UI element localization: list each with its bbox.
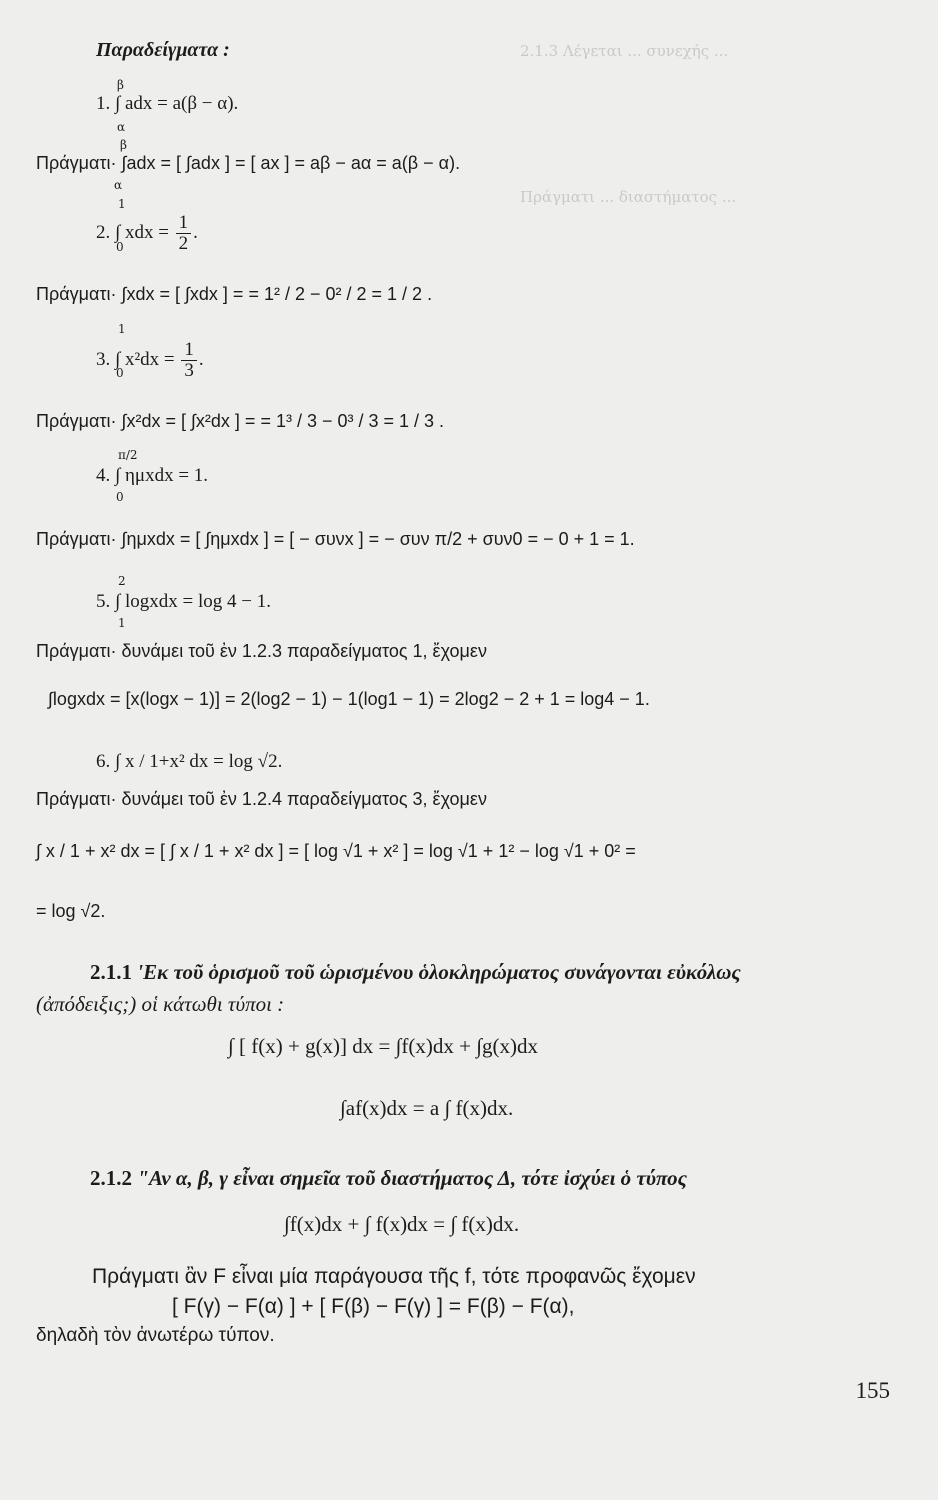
example-2: 2. ∫ xdx = $\frac{1}{2}$ . xyxy=(96,212,198,254)
proof-2-1-2: Πράγματι ἂν F εἶναι μία παράγουσα τῆς f, τότε προφανῶς ἔχομεν xyxy=(92,1265,696,1288)
proof-5: Πράγματι· δυνάμει τοῦ ἐν 1.2.3 παραδείγματος 1, ἔχομεν xyxy=(36,641,487,661)
proof-6: Πράγματι· δυνάμει τοῦ ἐν 1.2.4 παραδείγματος 3, ἔχομεν xyxy=(36,789,487,809)
upper-limit: β xyxy=(120,138,127,152)
numerator: 1 xyxy=(181,340,197,361)
lower-limit: 1 xyxy=(118,616,126,630)
section-2-1-1-cont: (ἀπόδειξις;) οἱ κάτωθι τύποι : xyxy=(36,992,285,1016)
section-text: 'Εκ τοῦ ὁρισμοῦ τοῦ ὡρισμένου ὁλοκληρώματος συνάγονται εὐκόλως xyxy=(137,960,741,984)
lower-limit: 0 xyxy=(116,240,124,254)
example-4: 4. ∫ ημxdx = 1. xyxy=(96,465,209,486)
proof-5-equation: ∫logxdx = [x(logx − 1)] = 2(log2 − 1) − 1(log1 − 1) = 2log2 − 2 + 1 = log4 − 1. xyxy=(48,689,650,709)
examples-heading: Παραδείγματα : xyxy=(96,39,230,61)
proof-3-result: = 1³ / 3 − 0³ / 3 = 1 / 3 . xyxy=(260,411,445,431)
proof-conclusion: δηλαδὴ τὸν ἀνωτέρω τύπον. xyxy=(36,1325,275,1346)
example-6: 6. ∫ x / 1+x² dx = log √2. xyxy=(96,751,283,772)
example-3: 3. ∫ x²dx = $\frac{1}{3}$ . xyxy=(96,339,204,381)
lower-limit: α xyxy=(117,120,126,134)
proof-6-equation: ∫ x / 1 + x² dx = [ ∫ x / 1 + x² dx ] = [ log √1 + x² ] = log √1 + 1² − log √1 + 0² = xyxy=(36,841,636,861)
proof-2 xyxy=(36,285,432,303)
fraction xyxy=(181,340,197,381)
proof-1: Πράγματι· ∫adx = [ ∫adx ] = [ ax ] = aβ − aα = a(β − α). xyxy=(36,153,461,173)
lower-limit: 0 xyxy=(116,366,124,380)
page-number: 155 xyxy=(855,1378,890,1403)
example-3-text: 3. ∫ x²dx = xyxy=(96,348,175,370)
upper-limit: 2 xyxy=(118,574,126,588)
section-2-1-2 xyxy=(90,1168,687,1189)
section-2-1-1 xyxy=(90,962,741,983)
upper-limit: 1 xyxy=(118,322,126,336)
example-1: 1. ∫ adx = a(β − α). xyxy=(96,93,239,114)
lower-limit: 0 xyxy=(116,490,124,504)
proof-2-result: = 1² / 2 − 0² / 2 = 1 / 2 . xyxy=(248,284,433,304)
denominator: 2 xyxy=(178,232,189,254)
ghost-text: 2.1.3 Λέγεται ... συνεχής ... xyxy=(520,42,729,60)
proof-3 xyxy=(36,412,444,430)
ghost-text: Πράγματι ... διαστήματος ... xyxy=(520,188,737,206)
formula-additivity: ∫f(x)dx + ∫ f(x)dx = ∫ f(x)dx. xyxy=(284,1212,520,1236)
example-2-text: 2. ∫ xdx = xyxy=(96,221,169,243)
section-number: 2.1.2 xyxy=(90,1166,132,1190)
proof-3-text: Πράγματι· ∫x²dx = [ ∫x²dx ] = xyxy=(36,411,256,431)
formula-antiderivative: [ F(γ) − F(α) ] + [ F(β) − F(γ) ] = F(β) − F(α), xyxy=(172,1295,575,1318)
proof-2-text: Πράγματι· ∫xdx = [ ∫xdx ] = xyxy=(36,284,244,304)
example-5: 5. ∫ logxdx = log 4 − 1. xyxy=(96,591,271,612)
upper-limit: β xyxy=(117,78,124,92)
formula-sum: ∫ [ f(x) + g(x)] dx = ∫f(x)dx + ∫g(x)dx xyxy=(228,1034,538,1058)
proof-6-equation-end: = log √2. xyxy=(36,901,106,921)
numerator: 1 xyxy=(176,213,192,234)
section-number: 2.1.1 xyxy=(90,960,132,984)
section-text: "Αν α, β, γ εἶναι σημεῖα τοῦ διαστήματος Δ, τότε ἰσχύει ὁ τύπος xyxy=(137,1166,688,1190)
upper-limit: 1 xyxy=(118,197,126,211)
proof-4: Πράγματι· ∫ημxdx = [ ∫ημxdx ] = [ − συνx ] = − συν π/2 + συν0 = − 0 + 1 = 1. xyxy=(36,529,635,549)
upper-limit: π/2 xyxy=(118,448,138,462)
formula-scalar: ∫af(x)dx = a ∫ f(x)dx. xyxy=(340,1096,514,1120)
fraction xyxy=(176,213,192,254)
lower-limit: α xyxy=(114,178,123,192)
denominator: 3 xyxy=(184,359,194,381)
